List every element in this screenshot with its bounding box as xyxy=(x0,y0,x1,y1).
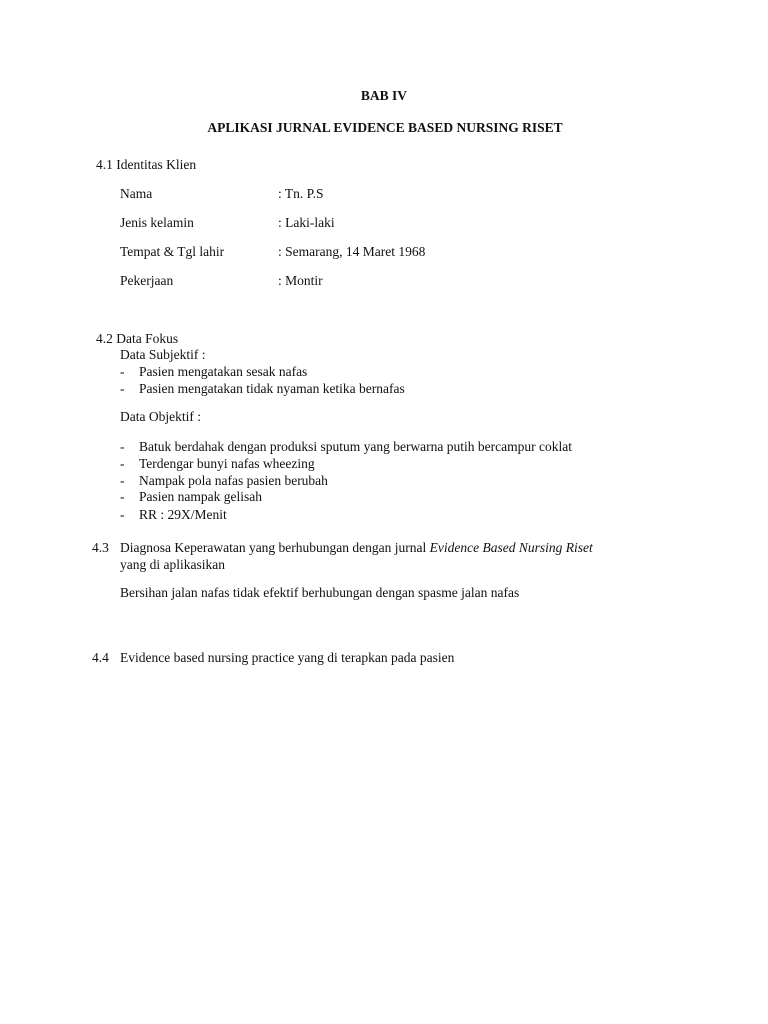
objective-label: Data Objektif : xyxy=(120,409,201,424)
section-4-2-label: 4.2 Data Fokus xyxy=(96,331,179,346)
section-4-3-number: 4.3 xyxy=(92,540,109,555)
bullet-dash: - xyxy=(120,439,125,454)
list-item-text: Pasien mengatakan sesak nafas xyxy=(139,364,308,379)
identity-label: Tempat & Tgl lahir xyxy=(120,244,225,259)
bullet-dash: - xyxy=(120,456,125,471)
list-item-text: Pasien nampak gelisah xyxy=(139,489,262,504)
section-4-4-text: Evidence based nursing practice yang di terapkan pada pasien xyxy=(120,650,455,665)
section-4-3-text-line2: yang di aplikasikan xyxy=(120,557,225,572)
bullet-dash: - xyxy=(120,489,125,504)
bullet-dash: - xyxy=(120,507,125,522)
list-item-text: Nampak pola nafas pasien berubah xyxy=(139,473,328,488)
list-item-text: RR : 29X/Menit xyxy=(139,507,227,522)
chapter-title: APLIKASI JURNAL EVIDENCE BASED NURSING RISET xyxy=(207,120,563,135)
section-4-1-label: 4.1 Identitas Klien xyxy=(96,157,197,172)
list-item-text: Pasien mengatakan tidak nyaman ketika bernafas xyxy=(139,381,405,396)
bullet-dash: - xyxy=(120,364,125,379)
bullet-dash: - xyxy=(120,473,125,488)
section-4-3-text xyxy=(120,540,593,556)
chapter-heading: BAB IV xyxy=(360,88,408,103)
identity-value: : Semarang, 14 Maret 1968 xyxy=(278,244,426,259)
identity-value: : Laki-laki xyxy=(278,215,335,230)
identity-value: : Montir xyxy=(278,273,323,288)
bullet-dash: - xyxy=(120,381,125,396)
diagnosis-italic: Evidence Based Nursing Riset xyxy=(429,540,593,555)
identity-label: Jenis kelamin xyxy=(120,215,194,230)
identity-label: Pekerjaan xyxy=(120,273,174,288)
list-item-text: Batuk berdahak dengan produksi sputum yang berwarna putih bercampur coklat xyxy=(139,439,572,454)
diagnosis-statement: Bersihan jalan nafas tidak efektif berhubungan dengan spasme jalan nafas xyxy=(120,585,520,600)
section-4-4-number: 4.4 xyxy=(92,650,109,665)
list-item-text: Terdengar bunyi nafas wheezing xyxy=(139,456,315,471)
identity-value: : Tn. P.S xyxy=(278,186,324,201)
identity-label: Nama xyxy=(120,186,153,201)
subjective-label: Data Subjektif : xyxy=(120,347,206,362)
diagnosis-prefix: Diagnosa Keperawatan yang berhubungan dengan jurnal xyxy=(120,540,430,555)
